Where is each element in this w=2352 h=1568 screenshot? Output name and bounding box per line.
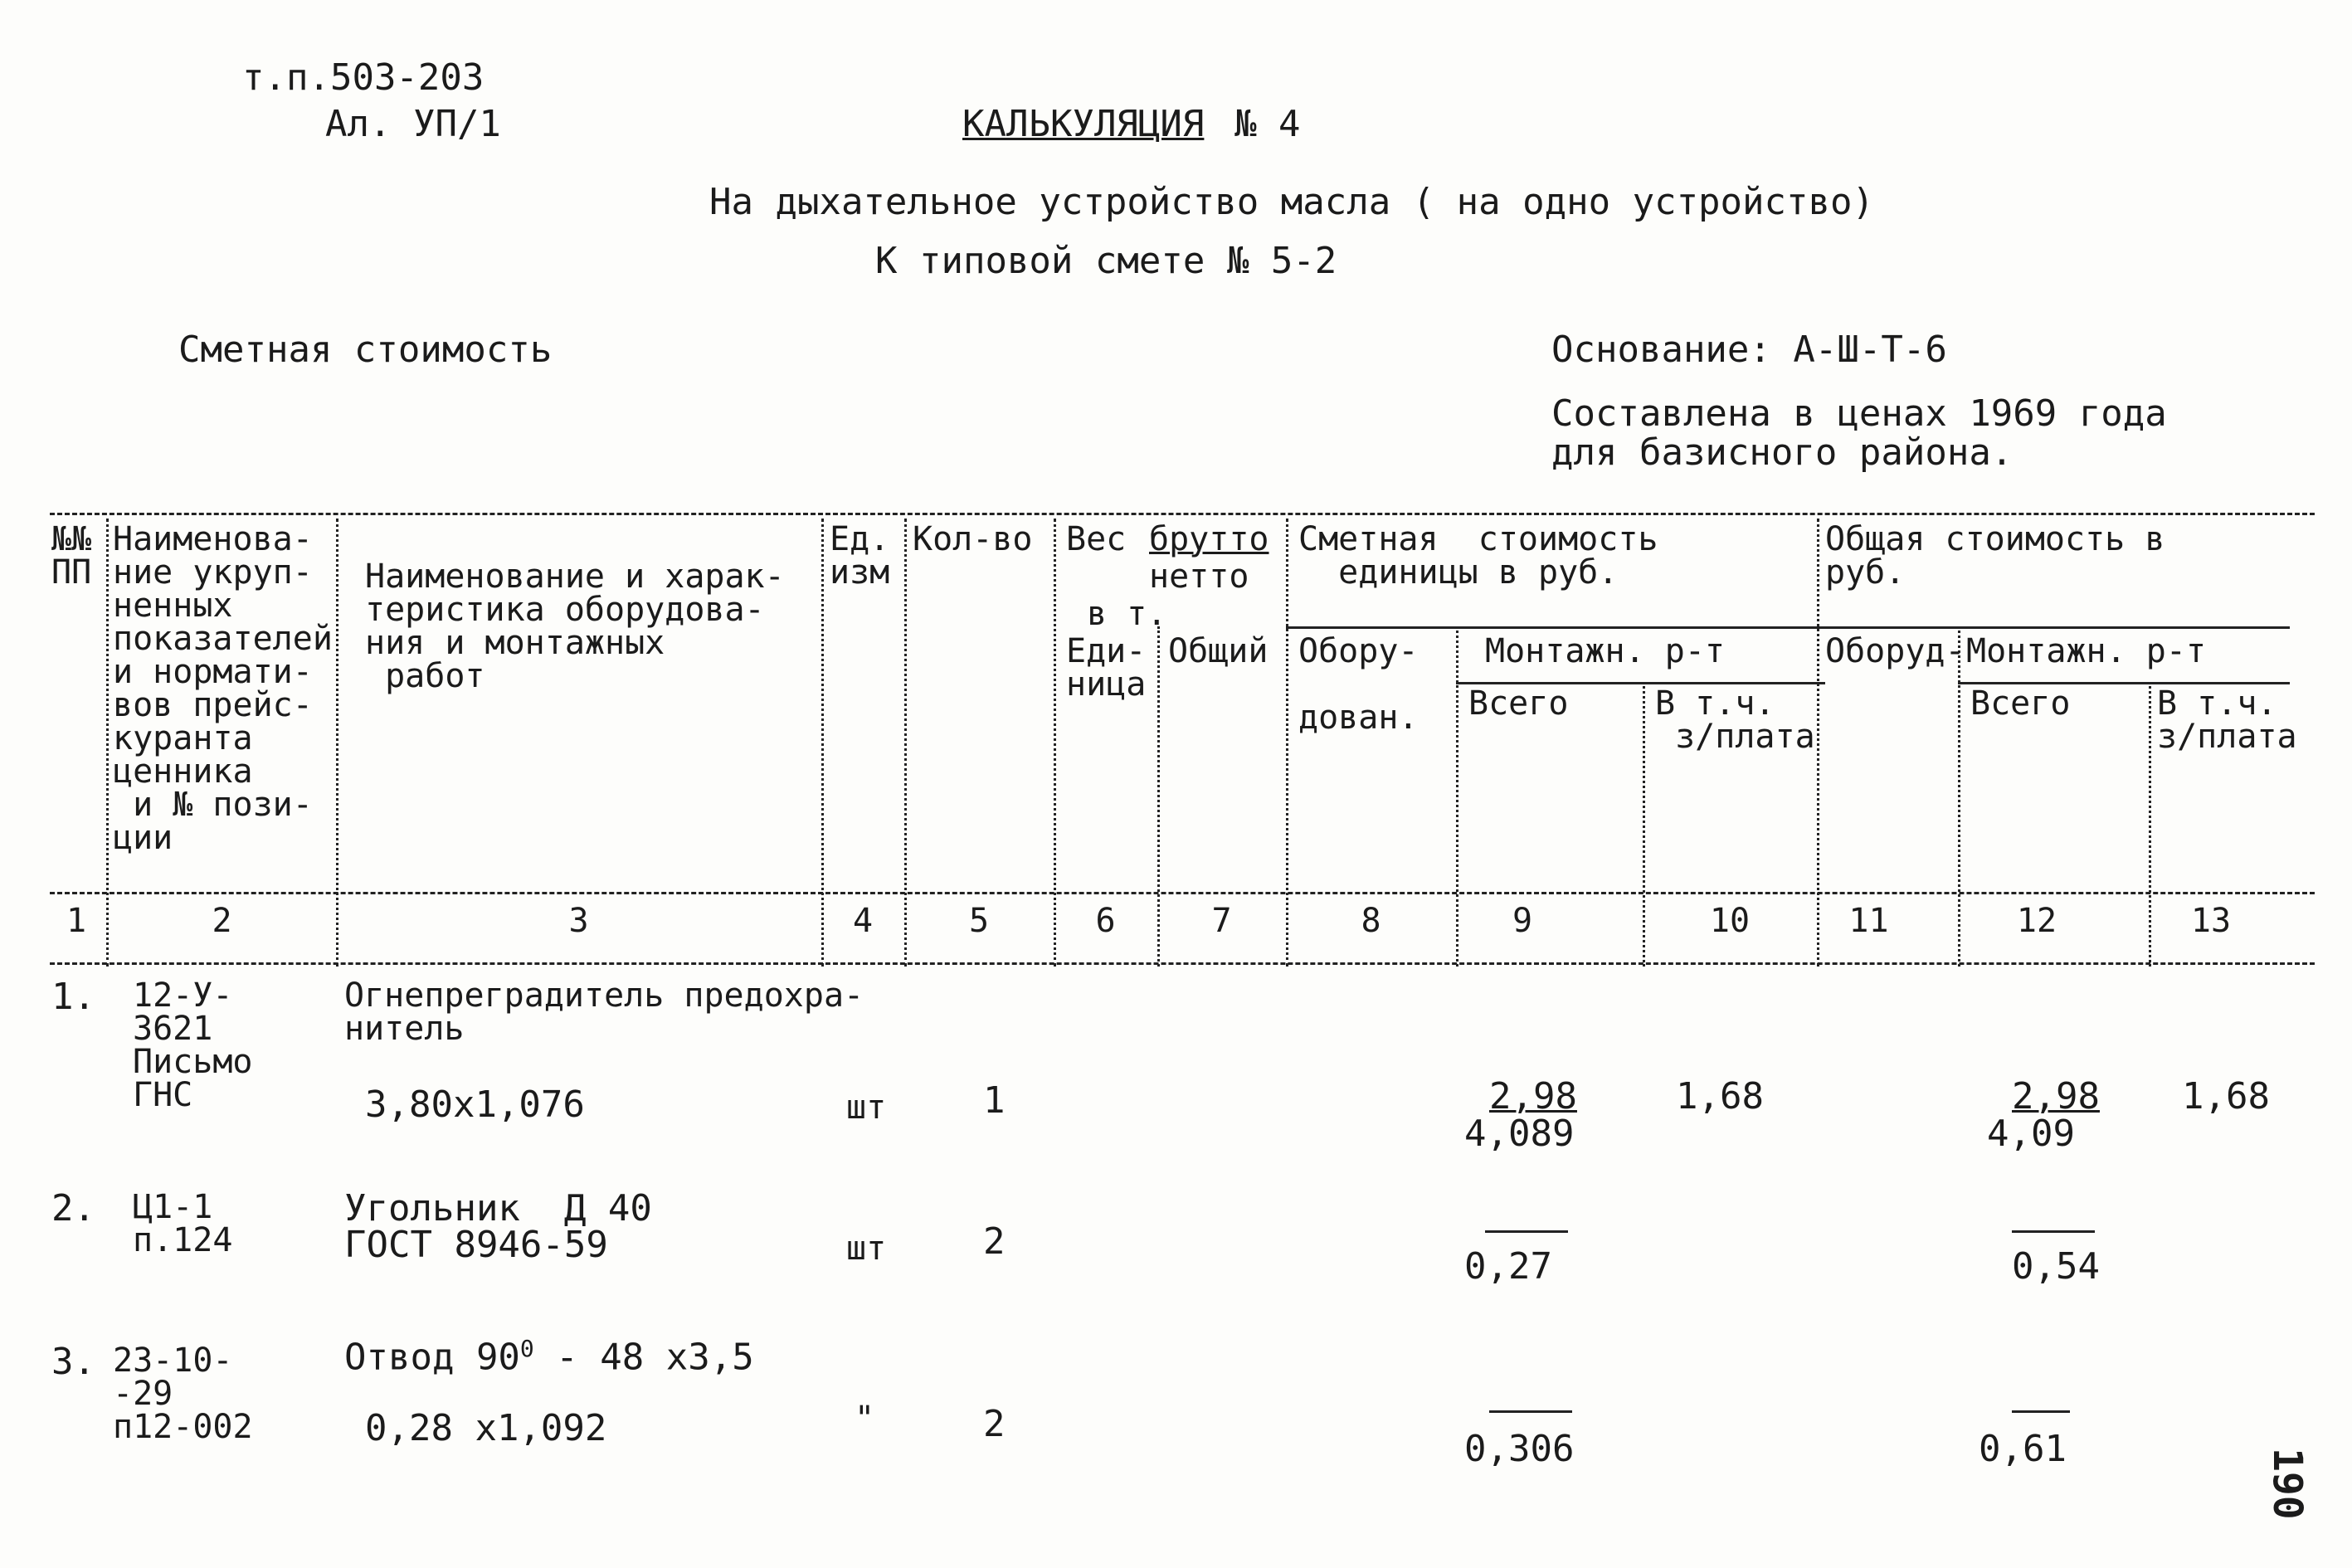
- column-number: 8: [1361, 902, 1381, 940]
- header-weight-a: Вес: [1066, 520, 1127, 558]
- row-3-unit: ": [855, 1400, 875, 1438]
- estimated-cost-label: Сметная стоимость: [178, 329, 553, 371]
- row-1-col9-bottom: 4,089: [1464, 1113, 1575, 1155]
- row-3-col12-rule: [2012, 1410, 2070, 1413]
- row-3-name-tail: - 48 х3,5: [533, 1336, 754, 1379]
- column-number: 4: [852, 902, 874, 940]
- row-1-col12-bottom: 4,09: [1987, 1113, 2075, 1155]
- column-number: 2: [212, 902, 232, 940]
- column-number: 6: [1095, 902, 1116, 940]
- header-col-10: В т.ч. з/плата: [1655, 684, 1815, 756]
- column-number: 3: [568, 902, 589, 940]
- row-3-name-degree: 0: [519, 1335, 534, 1362]
- table-top-rule: [50, 513, 2315, 515]
- row-1-col10: 1,68: [1676, 1075, 1764, 1118]
- header-col-12: Всего: [1970, 684, 2071, 723]
- row-1-number: 1.: [51, 976, 95, 1018]
- row-2-col9-bottom: 0,27: [1464, 1245, 1552, 1288]
- row-3-name-main: Отвод 90: [344, 1336, 520, 1379]
- row-3-number: 3.: [51, 1341, 95, 1383]
- document-subtitle: На дыхательное устройство масла ( на одно устройство): [709, 181, 1874, 223]
- header-col-8: Обору- дован.: [1298, 632, 1419, 737]
- header-col-1: №№ ПП: [51, 520, 92, 592]
- row-2-unit: шт: [846, 1230, 887, 1268]
- row-2-number: 2.: [51, 1187, 95, 1230]
- row-2-col12-bottom: 0,54: [2012, 1245, 2100, 1288]
- column-number: 11: [1848, 902, 1889, 940]
- col-divider-4: [904, 519, 907, 967]
- row-3-spec: 0,28 х1,092: [365, 1407, 607, 1449]
- header-col-9: Всего: [1468, 684, 1569, 723]
- row-2-col12-rule: [2012, 1230, 2095, 1233]
- document-subtitle-2: К типовой смете № 5-2: [875, 240, 1337, 282]
- col-divider-3: [821, 519, 824, 967]
- header-col-6: Еди- ница: [1066, 632, 1147, 704]
- header-montazh-2: Монтажн. р-т: [1966, 632, 2206, 670]
- header-bottom-rule: [50, 892, 2315, 894]
- row-2-name: Угольник Д 40 ГОСТ 8946-59: [344, 1187, 652, 1266]
- header-col-5: Кол-во: [913, 520, 1033, 558]
- row-1-col9-top: 2,98: [1489, 1075, 1577, 1118]
- column-number: 10: [1709, 902, 1751, 940]
- document-title-number: № 4: [1234, 103, 1301, 145]
- prices-line-1: Составлена в ценах 1969 года: [1551, 392, 2167, 435]
- col-divider-10: [1817, 519, 1819, 967]
- row-3-name: [344, 1335, 754, 1379]
- page-number: 190: [2264, 1448, 2311, 1520]
- header-total-cost: Общая стоимость в руб.: [1825, 520, 2165, 592]
- column-number: 12: [2016, 902, 2057, 940]
- document-title: КАЛЬКУЛЯЦИЯ: [962, 103, 1205, 145]
- column-number: 1: [66, 902, 87, 940]
- column-number: 5: [968, 902, 990, 940]
- row-3-col9-bottom: 0,306: [1464, 1428, 1575, 1470]
- row-2-code: Ц1-1 п.124: [133, 1188, 233, 1259]
- basis-label: Основание: А-Ш-Т-6: [1551, 329, 1947, 371]
- header-col-4: Ед. изм: [830, 520, 890, 592]
- row-1-name: Огнепреградитель предохра- нитель: [344, 976, 864, 1048]
- col-divider-1: [106, 519, 109, 967]
- column-number: 7: [1211, 902, 1232, 940]
- column-number-rule: [50, 962, 2315, 965]
- header-weight-c: нетто: [1149, 558, 1249, 596]
- row-3-qty: 2: [983, 1403, 1006, 1445]
- row-1-col12-top: 2,98: [2012, 1075, 2100, 1118]
- row-2-qty: 2: [983, 1220, 1006, 1263]
- header-col-11: Оборуд-: [1825, 632, 1965, 670]
- stamp-line-2: Ал. УП/1: [325, 103, 501, 145]
- row-3-col9-rule: [1489, 1410, 1572, 1413]
- row-1-code: 12-У- 3621 Письмо ГНС: [133, 976, 253, 1114]
- row-1-col13: 1,68: [2182, 1075, 2270, 1118]
- row-1-unit: шт: [846, 1088, 887, 1127]
- col-divider-7: [1286, 519, 1288, 967]
- row-1-qty: 1: [983, 1079, 1006, 1122]
- prices-line-2: для базисного района.: [1551, 431, 2014, 474]
- header-split-rule: [1286, 626, 2290, 629]
- row-3-code: 23-10- -29 п12-002: [113, 1342, 253, 1446]
- column-number: 13: [2190, 902, 2232, 940]
- row-3-col12-bottom: 0,61: [1979, 1428, 2067, 1470]
- row-2-col9-rule: [1485, 1230, 1568, 1233]
- header-col-3: Наименование и харак- теристика оборудова- ния и монтажных работ: [365, 558, 785, 695]
- header-montazh: Монтажн. р-т: [1485, 632, 1725, 670]
- row-1-spec: 3,80х1,076: [365, 1083, 585, 1126]
- column-number: 9: [1512, 902, 1533, 940]
- col-divider-2: [336, 519, 338, 967]
- col-divider-5: [1054, 519, 1056, 967]
- header-weight-b: брутто: [1149, 520, 1269, 558]
- stamp-line-1: т.п.503-203: [242, 56, 485, 99]
- header-col-13: В т.ч. з/плата: [2157, 684, 2297, 756]
- header-col-7: Общий: [1168, 632, 1269, 670]
- header-weight-d: в т.: [1087, 595, 1167, 633]
- header-unit-cost: Сметная стоимость единицы в руб.: [1298, 520, 1658, 592]
- header-col-2: Наименова- ние укруп- ненных показателей и нормати- вов прейс- куранта ценника и № пози- ции: [113, 520, 333, 857]
